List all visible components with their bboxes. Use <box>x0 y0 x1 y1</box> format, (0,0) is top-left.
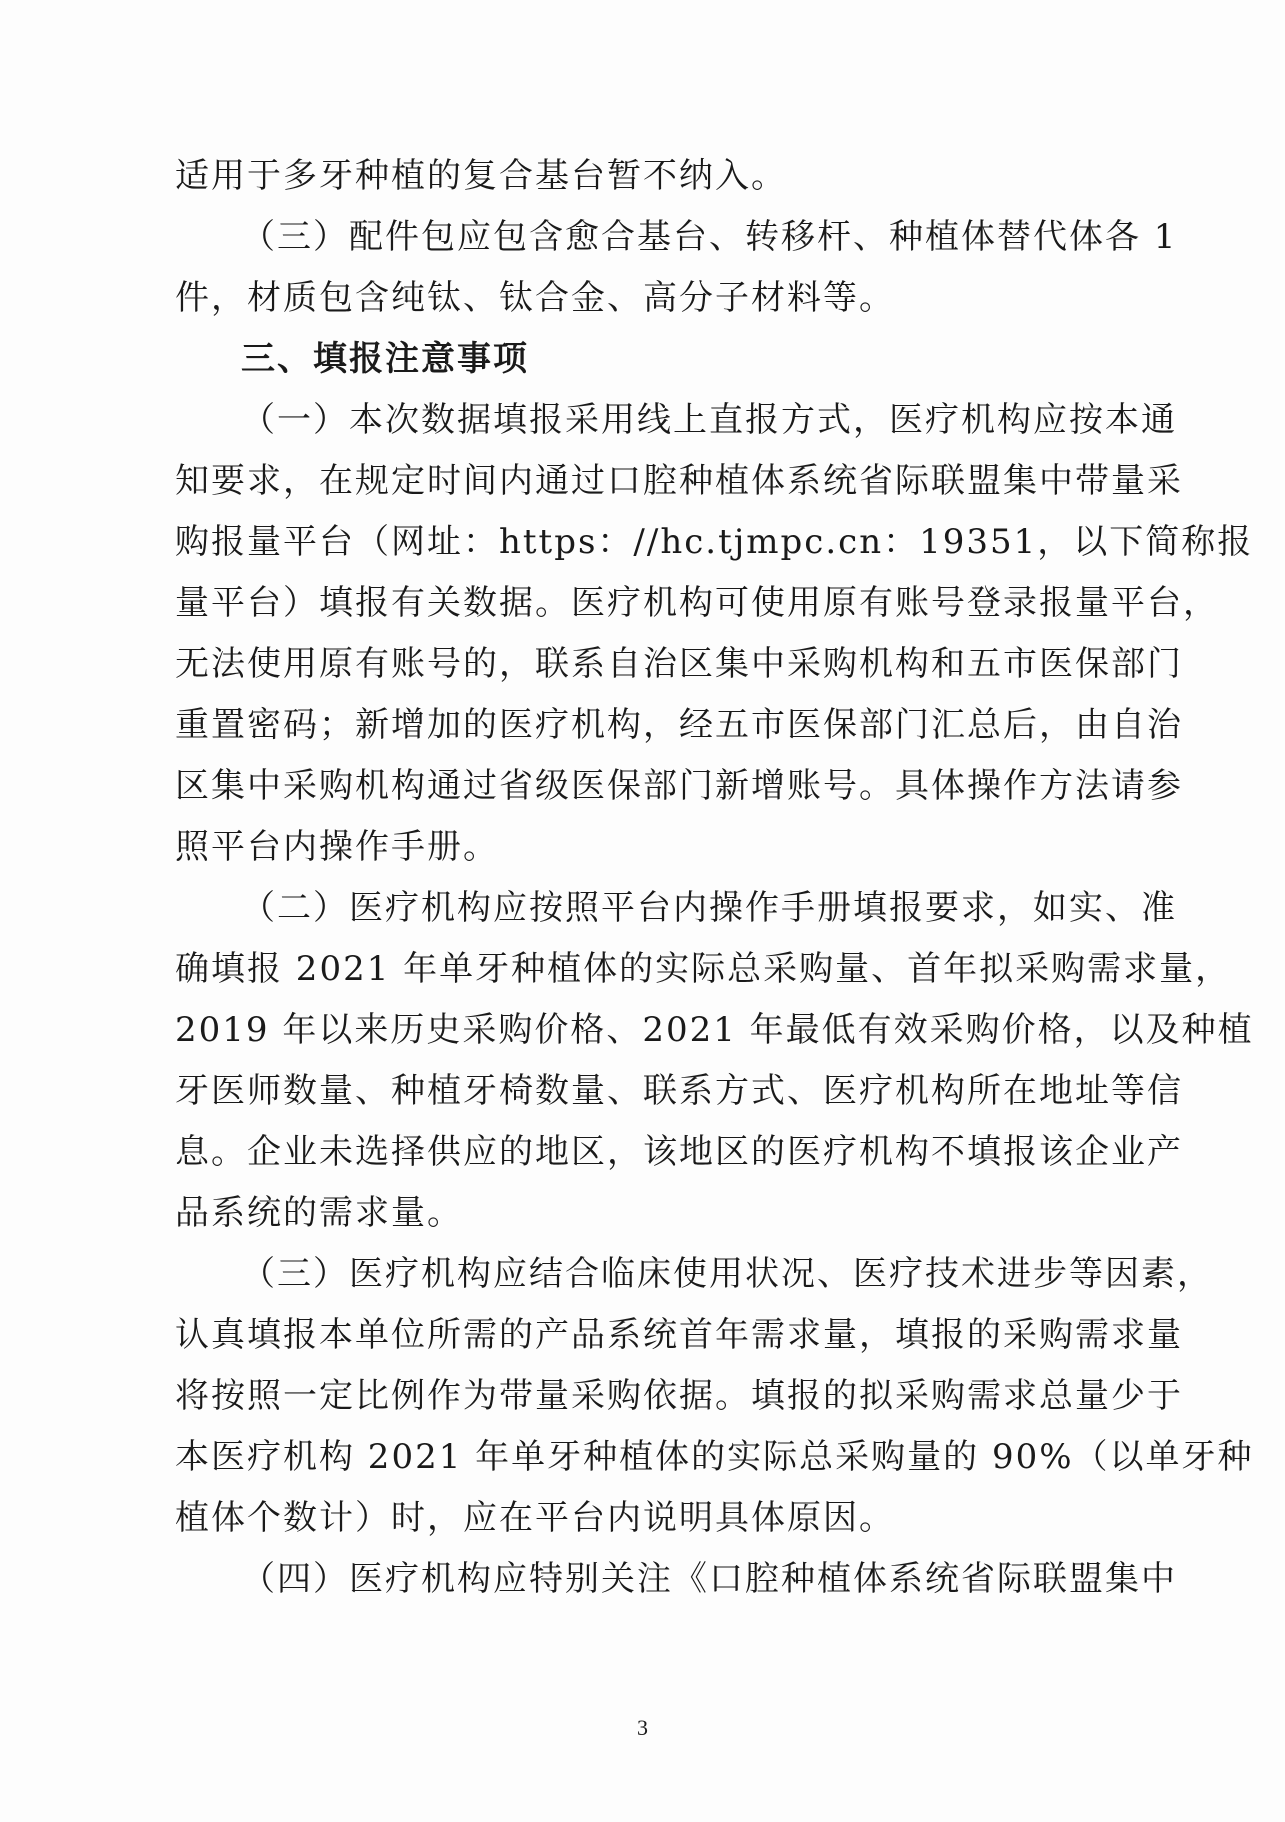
paragraph-line: 确填报 2021 年单牙种植体的实际总采购量、首年拟采购需求量， <box>175 949 1232 989</box>
page-number: 3 <box>637 1715 648 1740</box>
paragraph-line: （二）医疗机构应按照平台内操作手册填报要求，如实、准 <box>241 888 1177 928</box>
paragraph-line: 知要求，在规定时间内通过口腔种植体系统省际联盟集中带量采 <box>175 461 1183 501</box>
paragraph-line: 适用于多牙种植的复合基台暂不纳入。 <box>175 156 787 196</box>
paragraph-line: 牙医师数量、种植牙椅数量、联系方式、医疗机构所在地址等信 <box>175 1071 1183 1111</box>
paragraph-line: 区集中采购机构通过省级医保部门新增账号。具体操作方法请参 <box>175 766 1183 806</box>
paragraph-line: 2019 年以来历史采购价格、2021 年最低有效采购价格，以及种植 <box>175 1010 1254 1050</box>
paragraph-line: 照平台内操作手册。 <box>175 827 499 867</box>
paragraph-line: （四）医疗机构应特别关注《口腔种植体系统省际联盟集中 <box>241 1559 1177 1599</box>
paragraph-line: 购报量平台（网址：https：//hc.tjmpc.cn：19351，以下简称报 <box>175 522 1254 562</box>
section-heading: 三、填报注意事项 <box>241 339 529 379</box>
paragraph-line: 量平台）填报有关数据。医疗机构可使用原有账号登录报量平台， <box>175 583 1219 623</box>
document-body <box>175 146 1254 1610</box>
paragraph-line: 植体个数计）时，应在平台内说明具体原因。 <box>175 1498 895 1538</box>
paragraph-line: （一）本次数据填报采用线上直报方式，医疗机构应按本通 <box>241 400 1177 440</box>
paragraph-line: 认真填报本单位所需的产品系统首年需求量，填报的采购需求量 <box>175 1315 1183 1355</box>
paragraph-line: 品系统的需求量。 <box>175 1193 463 1233</box>
paragraph-line: 将按照一定比例作为带量采购依据。填报的拟采购需求总量少于 <box>175 1376 1183 1416</box>
paragraph-line: 件，材质包含纯钛、钛合金、高分子材料等。 <box>175 278 895 318</box>
paragraph-line: 无法使用原有账号的，联系自治区集中采购机构和五市医保部门 <box>175 644 1183 684</box>
paragraph-line: （三）医疗机构应结合临床使用状况、医疗技术进步等因素， <box>241 1254 1213 1294</box>
paragraph-line: 息。企业未选择供应的地区，该地区的医疗机构不填报该企业产 <box>175 1132 1183 1172</box>
paragraph-line: 本医疗机构 2021 年单牙种植体的实际总采购量的 90%（以单牙种 <box>175 1437 1254 1477</box>
paragraph-line: 重置密码；新增加的医疗机构，经五市医保部门汇总后，由自治 <box>175 705 1183 745</box>
paragraph-line: （三）配件包应包含愈合基台、转移杆、种植体替代体各 1 <box>241 217 1178 257</box>
